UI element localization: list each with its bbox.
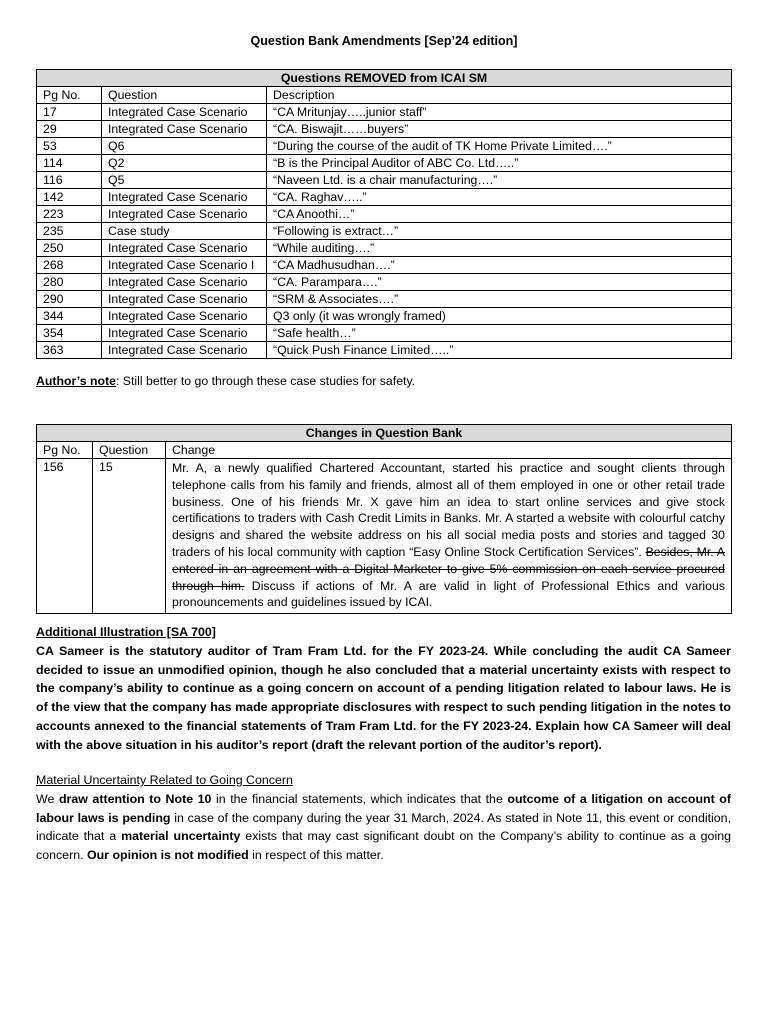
description-cell: “SRM & Associates….”: [267, 291, 732, 308]
question-cell: Q6: [102, 138, 267, 155]
text-run: exists that may cast significant doubt on the Company’s ability to continue as a going concern.: [36, 829, 731, 863]
description-cell: Q3 only (it was wrongly framed): [267, 308, 732, 325]
page-title: Question Bank Amendments [Sep’24 edition]: [250, 34, 518, 48]
question-cell: Integrated Case Scenario: [102, 189, 267, 206]
table-row: [37, 459, 732, 614]
author-note-label: Author’s note: [36, 374, 116, 388]
page-number-cell: 250: [37, 240, 102, 257]
question-cell: Integrated Case Scenario: [102, 121, 267, 138]
table-row: [37, 104, 732, 121]
table-row: [37, 257, 732, 274]
table-row: [37, 308, 732, 325]
table-row: [37, 223, 732, 240]
description-cell: “Quick Push Finance Limited…..”: [267, 342, 732, 359]
question-cell: Integrated Case Scenario: [102, 206, 267, 223]
description-cell: “Safe health…”: [267, 325, 732, 342]
page-number-cell: 116: [37, 172, 102, 189]
column-header: Pg No.: [37, 87, 102, 104]
page-number-cell: 53: [37, 138, 102, 155]
page-number-cell: 363: [37, 342, 102, 359]
description-cell: “During the course of the audit of TK Home Private Limited….”: [267, 138, 732, 155]
page-number-cell: 29: [37, 121, 102, 138]
table-row: [37, 274, 732, 291]
illustration-heading: Additional Illustration [SA 700]: [36, 625, 216, 639]
bold-run: draw attention to Note 10: [58, 791, 212, 806]
table-row: [37, 206, 732, 223]
question-cell: Integrated Case Scenario: [102, 104, 267, 121]
description-cell: “B is the Principal Auditor of ABC Co. Ltd…..”: [267, 155, 732, 172]
page-number-cell: 114: [37, 155, 102, 172]
table-row: [37, 325, 732, 342]
column-header: Description: [267, 87, 732, 104]
table-row: [37, 121, 732, 138]
description-cell: “CA. Raghav…..”: [267, 189, 732, 206]
question-cell: Case study: [102, 223, 267, 240]
struck-text: Besides, Mr. A entered in an agreement with a Digital Marketer to give 5% commission on each service procured through him.: [172, 544, 725, 593]
table-row: [37, 240, 732, 257]
table-caption: Questions REMOVED from ICAI SM: [37, 70, 732, 87]
description-cell: “CA Madhusudhan….”: [267, 257, 732, 274]
question-cell: Integrated Case Scenario: [102, 308, 267, 325]
question-cell: Integrated Case Scenario: [102, 274, 267, 291]
question-cell: Integrated Case Scenario: [102, 240, 267, 257]
description-cell: “CA. Biswajit……buyers”: [267, 121, 732, 138]
section-heading: Material Uncertainty Related to Going Concern: [36, 773, 293, 787]
page-number-cell: 156: [37, 459, 93, 614]
question-cell: Q5: [102, 172, 267, 189]
question-cell: Q2: [102, 155, 267, 172]
section-paragraph: [36, 790, 731, 865]
table-row: [37, 342, 732, 359]
question-cell: Integrated Case Scenario: [102, 342, 267, 359]
description-cell: “While auditing….”: [267, 240, 732, 257]
question-cell: Integrated Case Scenario: [102, 325, 267, 342]
page-number-cell: 235: [37, 223, 102, 240]
text-run: We: [36, 791, 59, 806]
description-cell: “CA Mritunjay…..junior staff”: [267, 104, 732, 121]
table-row: [37, 189, 732, 206]
bold-run: material uncertainty: [121, 829, 241, 844]
description-cell: “Following is extract…”: [267, 223, 732, 240]
bold-run: outcome of a litigation on account of labour laws is pending: [36, 791, 731, 825]
table-row: [37, 291, 732, 308]
change-cell: [166, 459, 732, 614]
text-run: in case of the company during the year 31 March, 2024. As stated in Note 11, this event or condition, indicate that a: [36, 810, 732, 844]
page-number-cell: 280: [37, 274, 102, 291]
description-cell: “CA Anoothi…”: [267, 206, 732, 223]
text-run: in the financial statements, which indicates that the: [211, 791, 508, 806]
page-number-cell: 268: [37, 257, 102, 274]
page-number-cell: 223: [37, 206, 102, 223]
column-header: Question: [102, 87, 267, 104]
material-uncertainty-section: [36, 771, 731, 865]
question-cell: 15: [93, 459, 166, 614]
question-cell: Integrated Case Scenario I: [102, 257, 267, 274]
page-number-cell: 344: [37, 308, 102, 325]
changes-table: [36, 424, 732, 614]
page-number-cell: 354: [37, 325, 102, 342]
page-number-cell: 17: [37, 104, 102, 121]
additional-illustration: [36, 623, 731, 755]
table-row: [37, 155, 732, 172]
column-header: Change: [166, 442, 732, 459]
change-text: Mr. A, a newly qualified Chartered Accountant, started his practice and sought clients through telephone calls from his family and friends, almost all of them employed in one or other retail trade business. One of his friends Mr. X gave him an idea to start online services and give stock certifications to traders with Cash Credit Limits in Banks. Mr. A started a website with colourful catchy designs and shared the website address on his all social media posts and stories and tagged 30 traders of his local community with caption “Easy Online Stock Certification Services”.: [172, 461, 725, 559]
illustration-body: CA Sameer is the statutory auditor of Tram Fram Ltd. for the FY 2023-24. While concluding the audit CA Sameer decided to issue an unmodified opinion, though he also concluded that a material uncertainty exists with respect to the company’s ability to continue as a going concern on account of a pending litigation related to labour laws. He is of the view that the company has made appropriate disclosures with respect to such pending litigation in the notes to accounts annexed to the financial statements of Tram Fram Ltd. for the FY 2023-24. Explain how CA Sameer will deal with the above situation in his auditor’s report (draft the relevant portion of the auditor’s report).: [36, 643, 731, 752]
table-caption: Changes in Question Bank: [37, 425, 732, 442]
change-tail: Discuss if actions of Mr. A are valid in light of Professional Ethics and various pronouncements and guidelines issued by ICAI.: [172, 578, 725, 610]
column-header: Pg No.: [37, 442, 93, 459]
author-note: [36, 374, 415, 388]
column-header: Question: [93, 442, 166, 459]
removed-questions-table: [36, 69, 732, 359]
description-cell: “CA. Parampara….”: [267, 274, 732, 291]
bold-run: Our opinion is not modified: [86, 848, 249, 863]
page-number-cell: 290: [37, 291, 102, 308]
table-row: [37, 172, 732, 189]
page-number-cell: 142: [37, 189, 102, 206]
description-cell: “Naveen Ltd. is a chair manufacturing….”: [267, 172, 732, 189]
text-run: in respect of this matter.: [248, 848, 384, 863]
author-note-text: : Still better to go through these case studies for safety.: [115, 374, 416, 388]
question-cell: Integrated Case Scenario: [102, 291, 267, 308]
removed-table-body: [37, 104, 732, 359]
table-row: [37, 138, 732, 155]
